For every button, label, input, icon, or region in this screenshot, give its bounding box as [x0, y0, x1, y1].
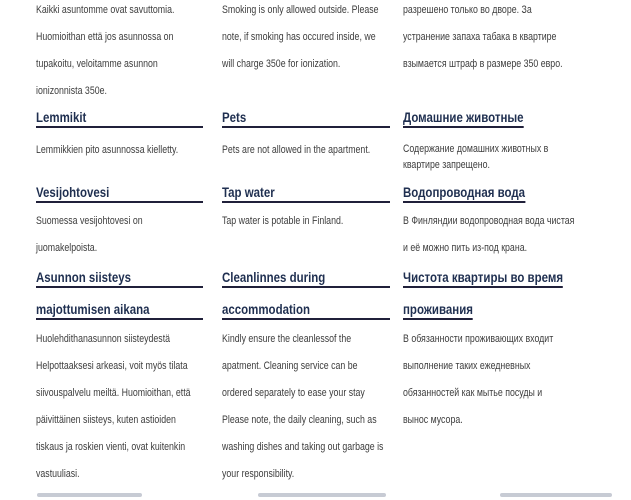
heading-text: Asunnon siisteys: [36, 270, 132, 285]
heading-cleanliness-fi-line1: [36, 269, 203, 288]
heading-text: Vesijohtovesi: [36, 185, 110, 200]
cleanliness-paragraph-ru: [403, 326, 603, 434]
tapwater-paragraph-fi: [36, 208, 218, 262]
text-line: tupakoitu, veloitamme asunnon: [36, 58, 158, 70]
heading-cleanliness-en-line2: [222, 301, 390, 320]
pets-paragraph-fi: [36, 137, 218, 164]
text-line: Содержание домашних животных в: [403, 143, 549, 155]
column-finnish: [36, 0, 218, 500]
pets-paragraph-en: [222, 137, 400, 164]
text-line: и её можно пить из-под крана.: [403, 242, 528, 254]
smoking-paragraph-en: [222, 0, 400, 78]
text-line: vastuuliasi.: [36, 468, 80, 480]
text-line: Huolehdithanasunnon siisteydestä: [36, 333, 171, 345]
text-line: обязанностей как мытье посуды и: [403, 387, 543, 399]
heading-pets-ru: [403, 109, 524, 128]
text-line: Smoking is only allowed outside. Please: [222, 4, 379, 16]
clipped-text-row: [258, 493, 386, 497]
text-line: washing dishes and taking out garbage is: [222, 441, 384, 453]
text-line: устранение запаха табака в квартире: [403, 31, 557, 43]
heading-cleanliness-en-line1: [222, 269, 390, 288]
text-line: Tap water is potable in Finland.: [222, 215, 344, 227]
tapwater-paragraph-ru: [403, 208, 603, 262]
heading-pets-fi: [36, 109, 203, 128]
text-line: Helpottaaksesi arkeasi, voit myös tilata: [36, 360, 188, 372]
text-line: разрешено только во дворе. За: [403, 4, 532, 16]
heading-tapwater-fi: [36, 184, 203, 203]
cleanliness-paragraph-en: [222, 326, 400, 488]
text-line: Please note, the daily cleaning, such as: [222, 414, 377, 426]
heading-cleanliness-ru-line2: [403, 301, 473, 320]
heading-cleanliness-fi-line2: [36, 301, 203, 320]
heading-text: Tap water: [222, 185, 275, 200]
text-line: note, if smoking has occured inside, we: [222, 31, 376, 43]
column-english: [222, 0, 400, 500]
text-line: ionizonnista 350e.: [36, 85, 107, 97]
text-line: will charge 350e for ionization.: [222, 58, 341, 70]
heading-text: Водопроводная вода: [403, 185, 526, 200]
heading-text: Cleanlinnes during: [222, 270, 326, 285]
heading-tapwater-ru: [403, 184, 525, 203]
text-line: В обязанности проживающих входит: [403, 333, 554, 345]
clipped-text-row: [500, 493, 612, 497]
tapwater-paragraph-en: [222, 208, 400, 235]
text-line: взымается штраф в размере 350 евро.: [403, 58, 563, 70]
text-line: Suomessa vesijohtovesi on: [36, 215, 143, 227]
heading-text: проживания: [403, 302, 473, 317]
text-line: Kindly ensure the cleanlessof the: [222, 333, 352, 345]
column-russian: [403, 0, 603, 500]
heading-text: Pets: [222, 110, 247, 125]
heading-cleanliness-ru-line1: [403, 269, 563, 288]
text-line: вынос мусора.: [403, 414, 463, 426]
heading-text: majottumisen aikana: [36, 302, 150, 317]
text-line: квартире запрещено.: [403, 159, 490, 171]
text-line: В Финляндии водопроводная вода чистая: [403, 215, 575, 227]
text-line: Kaikki asuntomme ovat savuttomia.: [36, 4, 175, 16]
text-line: Lemmikkien pito asunnossa kielletty.: [36, 144, 179, 156]
heading-tapwater-en: [222, 184, 390, 203]
heading-text: accommodation: [222, 302, 311, 317]
text-line: выполнение таких ежедневных: [403, 360, 531, 372]
heading-text: Домашние животные: [403, 110, 524, 125]
text-line: Huomioithan että jos asunnossa on: [36, 31, 174, 43]
text-line: apatment. Cleaning service can be: [222, 360, 358, 372]
clipped-text-row: [37, 493, 142, 497]
text-line: tiskaus ja roskien vienti, ovat kuitenkin: [36, 441, 186, 453]
heading-text: Чистота квартиры во время: [403, 270, 564, 285]
heading-text: Lemmikit: [36, 110, 87, 125]
pets-paragraph-ru: [403, 141, 603, 173]
text-line: päivittäinen siisteys, kuten astioiden: [36, 414, 176, 426]
text-line: juomakelpoista.: [36, 242, 98, 254]
smoking-paragraph-fi: [36, 0, 218, 105]
text-line: Pets are not allowed in the apartment.: [222, 144, 371, 156]
cleanliness-paragraph-fi: [36, 326, 218, 488]
text-line: siivouspalvelu meiltä. Huomioithan, että: [36, 387, 191, 399]
heading-pets-en: [222, 109, 390, 128]
text-line: ordered separately to ease your stay: [222, 387, 365, 399]
smoking-paragraph-ru: [403, 0, 603, 78]
text-line: your responsibility.: [222, 468, 295, 480]
